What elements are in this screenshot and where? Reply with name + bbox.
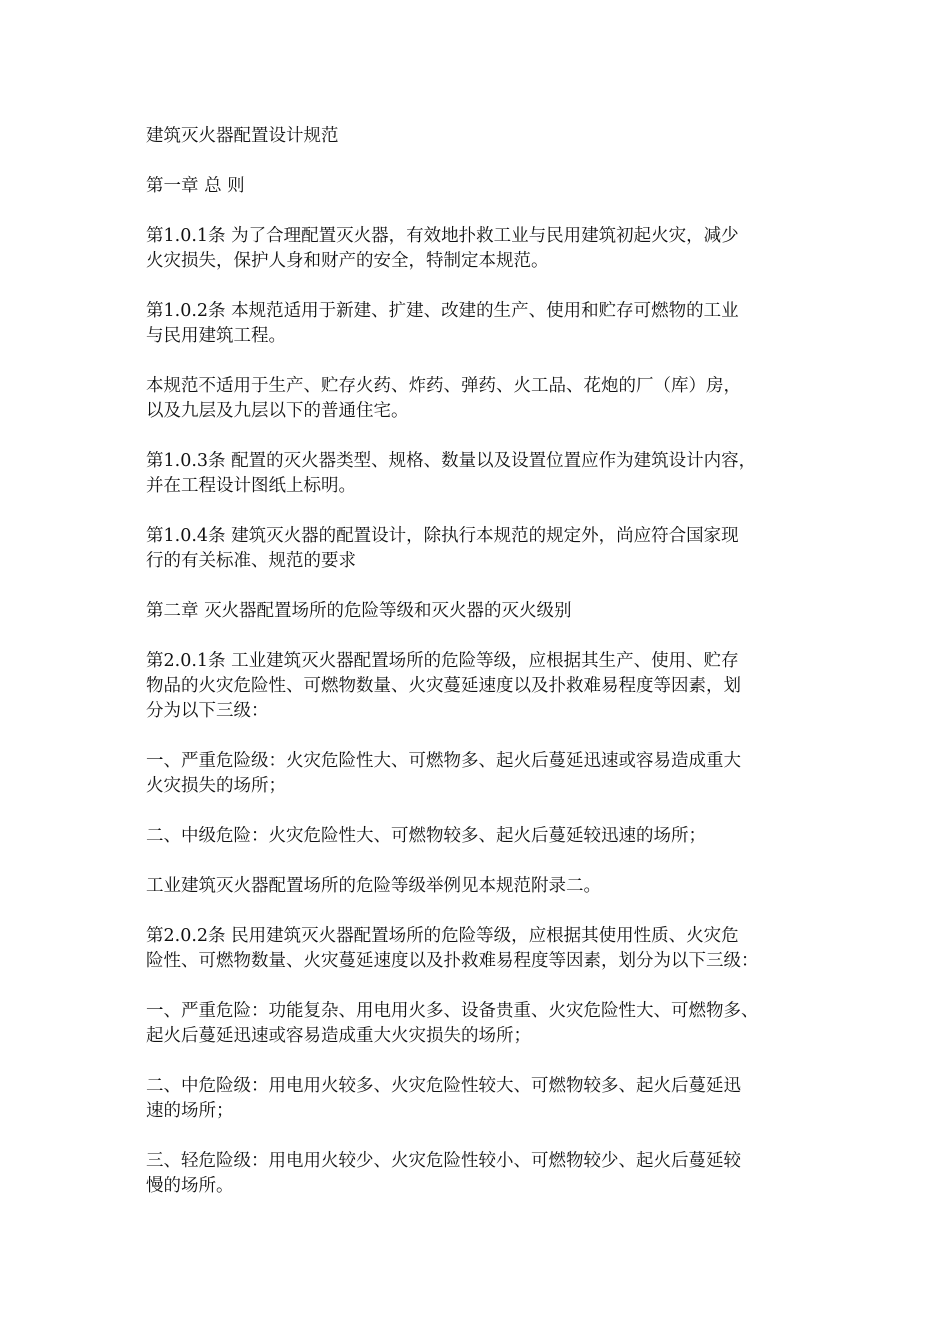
industrial-level-medium: 二、中级危险：火灾危险性大、可燃物较多、起火后蔓延较迅速的场所； [146,826,706,846]
article-1-0-2-exclusion: 本规范不适用于生产、贮存火药、炸药、弹药、火工品、花炮的厂（库）房， 以及九层及九层以下的普通住宅。 [146,376,741,421]
article-2-0-2: 第2.0.2条 民用建筑灭火器配置场所的危险等级，应根据其使用性质、火灾危 险性、可燃物数量、火灾蔓延速度以及扑救难易程度等因素，划分为以下三级： [146,926,759,971]
article-1-0-2: 第1.0.2条 本规范适用于新建、扩建、改建的生产、使用和贮存可燃物的工业 与民用建筑工程。 [146,301,739,346]
document-title: 建筑灭火器配置设计规范 [146,126,339,146]
article-1-0-4: 第1.0.4条 建筑灭火器的配置设计，除执行本规范的规定外，尚应符合国家现 行的有关标准、规范的要求 [146,526,739,571]
civil-level-severe: 一、严重危险：功能复杂、用电用火多、设备贵重、火灾危险性大、可燃物多、 起火后蔓延迅速或容易造成重大火灾损失的场所； [146,1001,759,1046]
civil-level-light: 三、轻危险级：用电用火较少、火灾危险性较小、可燃物较少、起火后蔓延较 慢的场所。 [146,1151,741,1196]
article-1-0-1: 第1.0.1条 为了合理配置灭火器，有效地扑救工业与民用建筑初起火灾，减少 火灾损失，保护人身和财产的安全，特制定本规范。 [146,226,739,271]
industrial-level-reference: 工业建筑灭火器配置场所的危险等级举例见本规范附录二。 [146,876,601,896]
article-1-0-3: 第1.0.3条 配置的灭火器类型、规格、数量以及设置位置应作为建筑设计内容， 并在工程设计图纸上标明。 [146,451,757,496]
industrial-level-severe: 一、严重危险级：火灾危险性大、可燃物多、起火后蔓延迅速或容易造成重大 火灾损失的场所； [146,751,741,796]
article-2-0-1: 第2.0.1条 工业建筑灭火器配置场所的危险等级，应根据其生产、使用、贮存 物品的火灾危险性、可燃物数量、火灾蔓延速度以及扑救难易程度等因素，划 分为以下三级： [146,651,741,721]
chapter-2-heading: 第二章 灭火器配置场所的危险等级和灭火器的灭火级别 [146,601,572,621]
civil-level-medium: 二、中危险级：用电用火较多、火灾危险性较大、可燃物较多、起火后蔓延迅 速的场所； [146,1076,741,1121]
document-body [146,124,821,1224]
chapter-1-heading: 第一章 总 则 [146,176,245,196]
